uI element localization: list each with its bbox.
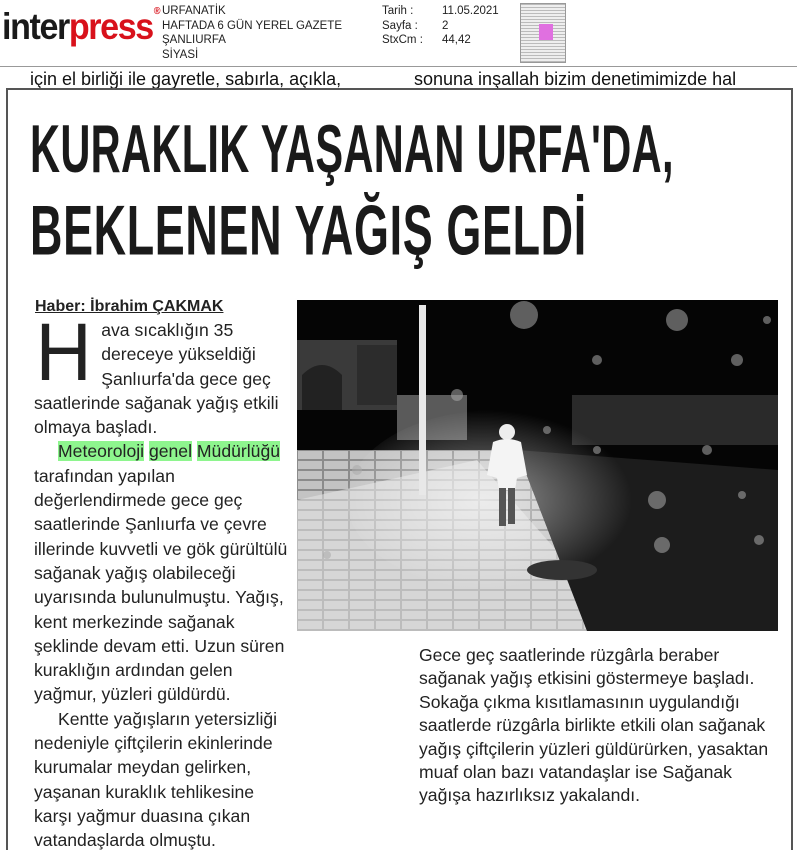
size-value: 44,42	[442, 34, 471, 46]
page-value: 2	[442, 19, 449, 32]
left-column	[34, 307, 296, 853]
publication-name: URFANATİK	[162, 5, 226, 17]
thumbnail-highlight	[539, 24, 553, 40]
paragraph-1-text: ava sıcaklığın 35 dereceye yükseldiği Şanlıurfa'da gece geç saatlerinde sağanak yağış etkili olmaya başladı.	[34, 320, 279, 438]
highlight-meteoroloji: Meteoroloji	[58, 441, 145, 462]
cutoff-text-left: için el birliği ile gayretle, sabırla, açıkla,	[30, 69, 342, 89]
date-label: Tarih :	[382, 5, 414, 17]
highlight-genel: genel	[148, 441, 193, 462]
right-column	[419, 644, 781, 808]
paragraph-3: Kentte yağışların yetersizliği nedeniyle çiftçilerin ekinlerinde kurumalar meydan gelirken, yaşanan kuraklık tehlikesine karşı yağmur duasına çıkan vatandaşlarda olmuştu.	[34, 708, 278, 851]
publication-info	[162, 4, 342, 62]
paragraph-4: Gece geç saatlerinde rüzgârla beraber sağanak yağış etkisini göstermeye başladı. Sokağa çıkma kısıtlamasının uygulandığı saatlerde rüzgârla birlikte etkili olan sağanak yağış çiftçilerin yüzleri güldürürken, yasaktan muaf olan bazı vatandaşlar ise Sağanak yağışa hazırlıksız yakalandı.	[419, 645, 769, 806]
headline-line-2: BEKLENEN YAĞIŞ GELDİ	[30, 191, 587, 271]
publication-section: SİYASİ	[162, 48, 199, 61]
paragraph-2-text: tarafından yapılan değerlendirmede gece geç saatlerinde Şanlıurfa ve çevre illerinde kuvvetli ve gök gürültülü sağanak yağış olabileceği uyarısında bulunulmuştu. Yağış, kent merkezinde sağanak şeklinde devam etti. Uzun süren kuraklığın ardından gelen yağmur, yüzleri güldürdü.	[34, 465, 288, 705]
publication-city: ŞANLIURFA	[162, 34, 226, 46]
size-label: StxCm :	[382, 34, 423, 46]
publication-frequency: HAFTADA 6 GÜN YEREL GAZETE	[162, 19, 342, 32]
logo-inter: inter	[2, 6, 69, 47]
night-rain-street-photo	[297, 300, 778, 631]
paragraph-2	[34, 439, 296, 706]
logo-press: press	[68, 6, 153, 47]
photo-illustration	[297, 300, 778, 631]
logo	[2, 6, 159, 48]
highlight-mudurlugu: Müdürlüğü	[196, 441, 281, 462]
drop-cap: H	[35, 307, 92, 398]
clipping-meta	[382, 4, 499, 48]
page-label: Sayfa :	[382, 19, 418, 32]
headline-line-1: KURAKLIK YAŞANAN URFA'DA,	[30, 111, 674, 187]
date-value: 11.05.2021	[442, 5, 499, 17]
page-thumbnail[interactable]	[520, 3, 566, 63]
byline: Haber: İbrahim ÇAKMAK	[35, 298, 224, 315]
registered-mark: ®	[153, 6, 160, 17]
cutoff-text-right: sonuna inşallah bizim denetimimizde hal	[414, 69, 737, 89]
paragraph-1	[34, 307, 296, 439]
